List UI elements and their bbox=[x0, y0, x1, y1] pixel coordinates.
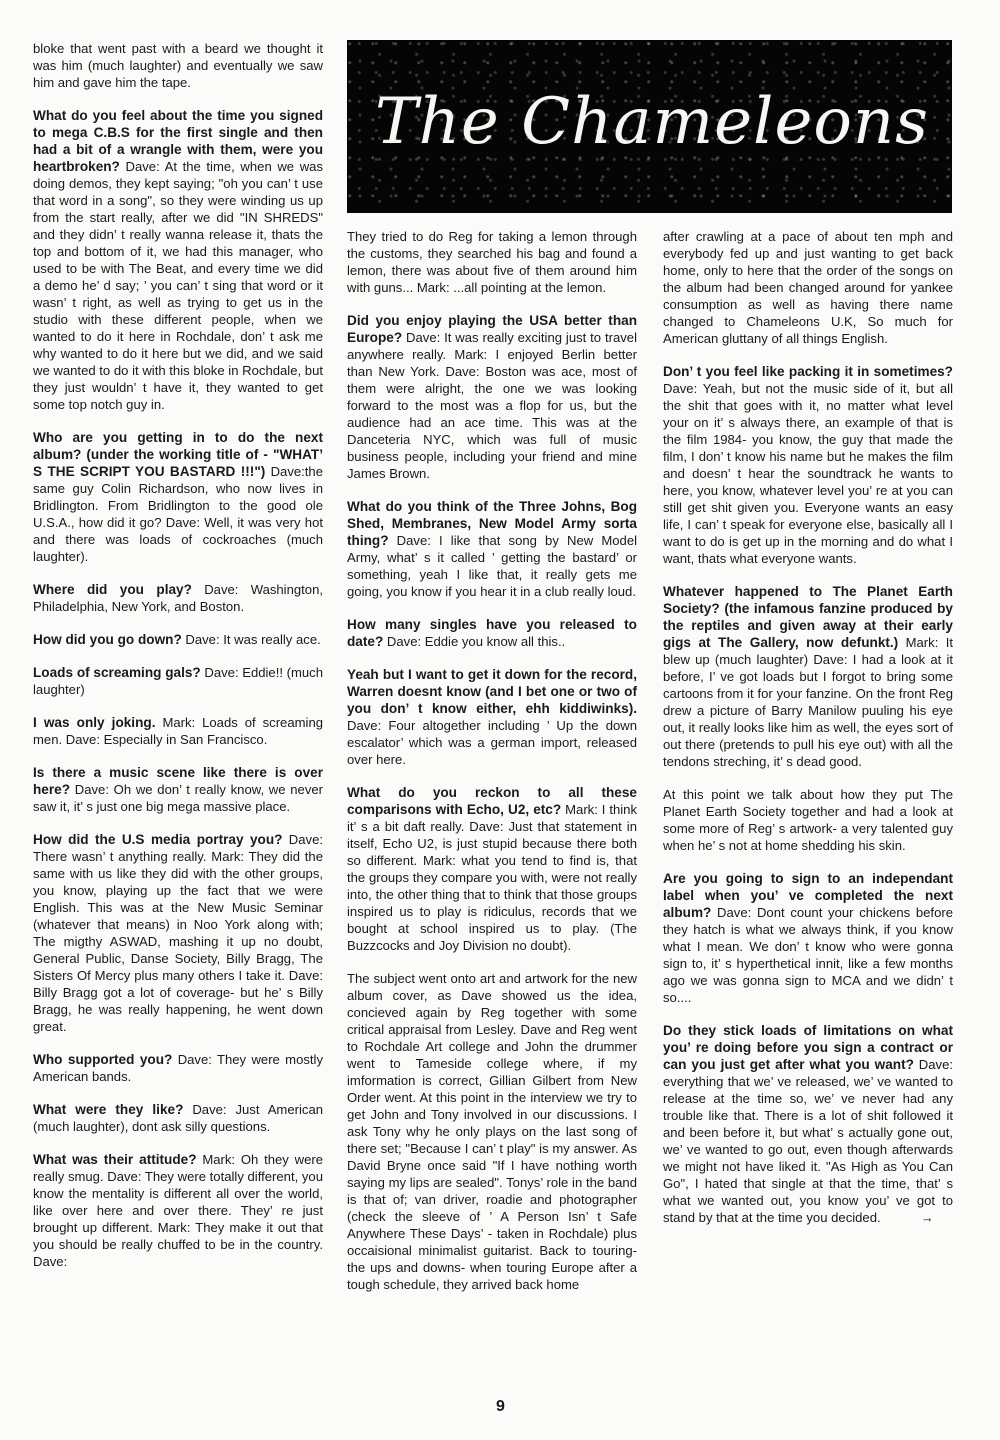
paragraph bbox=[347, 666, 637, 768]
interview-question: Where did you play? bbox=[33, 582, 192, 597]
interview-question: Loads of screaming gals? bbox=[33, 665, 201, 680]
paragraph bbox=[347, 228, 637, 296]
interview-question: Are you going to sign to an independant label when you’ ve completed the next album? bbox=[663, 871, 953, 920]
paragraph bbox=[33, 664, 323, 698]
interview-answer: Dave: It was really exciting just to travel anywhere really. Mark: I enjoyed Berlin better than New York. Dave: Boston was ace, most of them were alright, the one we was looking forward to the most was a flop for us, but the audience had an ace time. This was at the Danceteria NYC, which was full of music business people, including your friend and mine James Brown. bbox=[347, 330, 637, 481]
interview-question: What was their attitude? bbox=[33, 1152, 197, 1167]
interview-question: Did you enjoy playing the USA better than Europe? bbox=[347, 313, 637, 345]
paragraph bbox=[347, 784, 637, 954]
interview-question: How did you go down? bbox=[33, 632, 182, 647]
paragraph bbox=[33, 1101, 323, 1135]
body-text: At this point we talk about how they put The Planet Earth Society together and had a look at some more of Reg’ s artwork- a very talented guy when he’ s not at home shedding his skin. bbox=[663, 787, 953, 853]
interview-answer: Dave:the same guy Colin Richardson, who now lives in Bridlington. From Bridlington to the good ole U.S.A., how did it go? Dave: Well, it was very hot and there was loads of cockroaches (much laughter). bbox=[33, 464, 323, 564]
interview-answer: Dave: Dont count your chickens before they hatch is what we always think, if you know what I mean. We don’ t know who were gonna sign to, it’ s hyperthetical innit, like a few months ago we was gonna sign to MCA and we didn’ t so.... bbox=[663, 905, 953, 1005]
body-text: They tried to do Reg for taking a lemon through the customs, they searched his bag and found a lemon, there was about five of them around him with guns... Mark: ...all pointing at the lemon. bbox=[347, 229, 637, 295]
interview-question: Is there a music scene like there is over here? bbox=[33, 765, 323, 797]
interview-question: What do you think of the Three Johns, Bog Shed, Membranes, New Model Army sorta thing? bbox=[347, 499, 637, 548]
interview-question: Who are you getting in to do the next album? (under the working title of - "WHAT’ S THE SCRIPT YOU BASTARD !!!") bbox=[33, 430, 323, 479]
paragraph bbox=[347, 616, 637, 650]
interview-question: How did the U.S media portray you? bbox=[33, 832, 283, 847]
paragraph bbox=[33, 429, 323, 565]
interview-answer: Dave: It was really ace. bbox=[185, 632, 321, 647]
interview-question: Don’ t you feel like packing it in sometimes? bbox=[663, 364, 953, 379]
paragraph bbox=[347, 970, 637, 1293]
paragraph bbox=[33, 714, 323, 748]
paragraph bbox=[347, 498, 637, 600]
interview-answer: Mark: I think it’ s a bit daft really. Dave: Just that statement in itself, Echo U2, is just stupid because there both so different. Mark: what you tend to find is, that the groups they compare you with, were not really into, the other thing that to think that those groups inspired us to play is ridiculus, records that we bought at school inspired us to play. (The Buzzcocks and Joy Division no doubt). bbox=[347, 802, 638, 953]
column-2 bbox=[347, 228, 637, 1309]
paragraph bbox=[33, 40, 323, 91]
paragraph bbox=[33, 831, 323, 1035]
paragraph bbox=[33, 581, 323, 615]
paragraph bbox=[33, 107, 323, 413]
interview-question: How many singles have you released to date? bbox=[347, 617, 637, 649]
paragraph bbox=[33, 1151, 323, 1270]
article-header bbox=[347, 40, 952, 213]
paragraph bbox=[663, 228, 953, 347]
interview-question: What do you feel about the time you signed to mega C.B.S for the first single and then had a bit of a wrangle with them, were you heartbroken? bbox=[33, 108, 323, 174]
interview-answer: Mark: Loads of screaming men. Dave: Especially in San Francisco. bbox=[33, 715, 324, 747]
interview-question: I was only joking. bbox=[33, 715, 156, 730]
paragraph bbox=[33, 764, 323, 815]
interview-answer: Dave: Eddie you know all this.. bbox=[386, 634, 566, 649]
interview-answer: Dave: There wasn’ t anything really. Mark: They did the same with us like they did with the other groups, you know, playing up the fact that we were English. This was at the New Music Seminar (whatever that means) in Noo York along with; The migthy ASWAD, mashing it up no doubt, General Public, Danse Society, Billy Bragg, The Sisters Of Mercy plus many others I take it. Dave: Billy Bragg got a lot of coverage- but he’ s Billy Bragg, he was really happening, he went down great. bbox=[33, 832, 324, 1034]
column-3 bbox=[663, 228, 953, 1242]
interview-answer: Dave: Washington, Philadelphia, New York, and Boston. bbox=[33, 582, 323, 614]
body-text: bloke that went past with a beard we thought it was him (much laughter) and eventually we saw him and gave him the tape. bbox=[33, 41, 323, 90]
continue-arrow-icon: → bbox=[920, 1210, 934, 1225]
interview-answer: Dave: Eddie!! (much laughter) bbox=[33, 665, 324, 697]
paragraph bbox=[663, 1022, 953, 1226]
paragraph bbox=[663, 870, 953, 1006]
interview-question: Who supported you? bbox=[33, 1052, 173, 1067]
interview-answer: Mark: It blew up (much laughter) Dave: I had a look at it before, I’ ve got loads but I forgot to bring some cartoons from it for your fanzine. On the front Reg drew a picture of Barry Manilow puuling his eye out, it really looks like him as well, the eyes sort of out there (pretends to pull his eye out) with all the tendons streching, it’ s dead good. bbox=[663, 635, 953, 769]
interview-question: Whatever happened to The Planet Earth Society? (the infamous fanzine produced by the reptiles and given away at their early gigs at The Gallery, now defunkt.) bbox=[663, 584, 953, 650]
article-title: The Chameleons bbox=[375, 85, 929, 159]
body-text: after crawling at a pace of about ten mph and everybody fed up and just wanting to get back home, only to here that the order of the songs on the album had been changed around for yankee consumption as well as having there name changed to Chameleons U.K, So much for American gluttany of all things English. bbox=[663, 229, 953, 346]
paragraph bbox=[33, 631, 323, 648]
paragraph bbox=[663, 363, 953, 567]
body-text: The subject went onto art and artwork for the new album cover, as Dave showed us the idea, concieved again by Reg together with some critical appraisal from Lesley. Dave and Reg went to Rochdale Art college and John the drummer went to Tameside college where, if my imformation is correct, Gillian Gilbert from New Order went. At this point in the interview we try to get John and Tony involved in our discussions. I ask Tony why he only plays on the last song of there set; "Because I can’ t play" is my answer. As David Bryne once said "If I have nothing worth saying my lips are sealed". Tonys’ role in the band is that of; van driver, roadie and photographer (check the sleeve of ’ A Person Isn’ t Safe Anywhere These Days’ - taken in Rochdale) plus occaisional minimalist guitarist. Back to touring- the ups and downs- when touring Europe after a tough schedule, they arrived back home bbox=[347, 971, 637, 1292]
paragraph bbox=[663, 583, 953, 770]
interview-answer: Dave: They were mostly American bands. bbox=[33, 1052, 324, 1084]
paragraph bbox=[33, 1051, 323, 1085]
paragraph bbox=[663, 786, 953, 854]
interview-question: Do they stick loads of limitations on what you’ re doing before you sign a contract or can you just get after what you want? bbox=[663, 1023, 953, 1072]
interview-question: What do you reckon to all these comparisons with Echo, U2, etc? bbox=[347, 785, 637, 817]
interview-answer: Dave: At the time, when we was doing demos, they kept saying; "oh you can’ t use that word in a song", so they were winding us up from the start really, after we did "IN SHREDS" and they didn’ t really wanna release it, thats the top and bottom of it, we had this manager, who used to be with The Beat, and every time we did a demo he’ d say; ’ you can’ t sing that word or it wasn’ t right, as well as trying to get us in the studio with these different people, when we wanted to do it here in Rochdale, don’ t ask me why wanted to do it here but we did, and we said we wanted to do it with this bloke in Rochdale, but they just wouldn’ t have it, they wanted to get some top notch guy in. bbox=[33, 159, 323, 412]
page-number: 9 bbox=[496, 1398, 505, 1415]
interview-answer: Dave: I like that song by New Model Army, what’ s it called ’ getting the bastard’ or something, yeah I like that, it really gets me going, you know if you hear it in a club really loud. bbox=[347, 533, 638, 599]
column-1 bbox=[33, 40, 323, 1286]
interview-answer: Dave: Yeah, but not the music side of it, but all the shit that goes with it, no matter what level your on it’ s always there, an example of that is the film 1984- you know, the guy that made the film, I don’ t know his name but he makes the film and doesn’ t hear the soundtrack he wants to here, you know, whatever level you’ re at you can still get shit given you. Everyone wants an easy life, I can’ t speak for everyone else, basically all I want to do is get up in the morning and do what I want, thats what everyone wants. bbox=[663, 381, 953, 566]
interview-answer: Dave: Oh we don’ t really know, we never saw it, it’ s just one big mega massive place. bbox=[33, 782, 324, 814]
interview-answer: Dave: Just American (much laughter), dont ask silly questions. bbox=[33, 1102, 324, 1134]
paragraph bbox=[347, 312, 637, 482]
interview-answer: Mark: Oh they were really smug. Dave: They were totally different, you know the mentality is different all over the world, like over here and over there. They’ re just brought up different. Mark: They make it out that you should be really chuffed to be in the country. Dave: bbox=[33, 1152, 324, 1269]
interview-answer: Dave: Four altogether including ’ Up the down escalator’ which was a german import, released over here. bbox=[347, 718, 637, 767]
interview-question: What were they like? bbox=[33, 1102, 184, 1117]
interview-answer: Dave: everything that we’ ve released, we’ ve wanted to release at the time so, we’ ve never had any trouble like that. There is a lot of shit followed it and been before it, but what’ s actually gone out, we’ ve wanted to go out, even though afterwards we might not have liked it. "As High as You Can Go", I hated that single at that the time, that’ s what we wanted out, you know you’ ve got to stand by that at the time you decided. bbox=[663, 1057, 954, 1225]
interview-question: Yeah but I want to get it down for the record, Warren doesnt know (and I bet one or two of you don’ t know either, ehh kiddiwinks). bbox=[347, 667, 637, 716]
